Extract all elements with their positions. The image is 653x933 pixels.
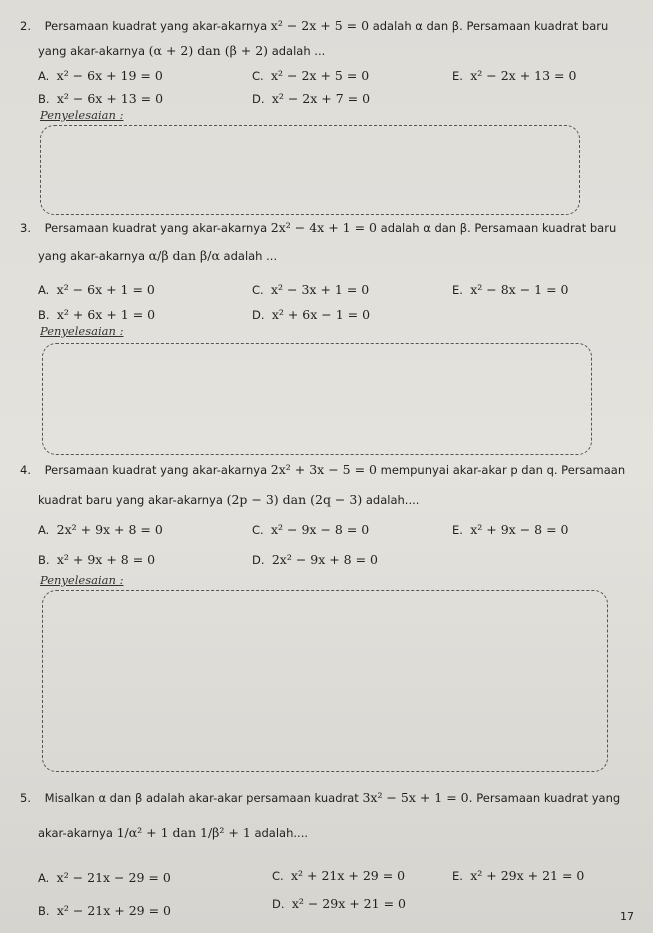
solution-label: Penyelesaian : xyxy=(40,573,124,587)
question-text: adalah ... xyxy=(271,44,326,58)
option-text: x² − 29x + 21 = 0 xyxy=(291,896,406,911)
question-text: adalah α dan β. Persamaan kuadrat baru xyxy=(380,221,617,235)
question-number: 3. xyxy=(20,221,31,235)
option-b[interactable]: B. x² + 9x + 8 = 0 xyxy=(38,552,156,567)
option-c[interactable]: C. x² − 2x + 5 = 0 xyxy=(252,68,370,83)
question-text: yang akar-akarnya xyxy=(38,44,146,58)
option-c[interactable]: C. x² − 3x + 1 = 0 xyxy=(252,282,370,297)
option-d[interactable]: D. x² + 6x − 1 = 0 xyxy=(252,307,371,322)
option-a[interactable]: A. 2x² + 9x + 8 = 0 xyxy=(38,522,163,537)
question-text: Persamaan kuadrat yang xyxy=(476,791,621,805)
question-text: adalah ... xyxy=(223,249,278,263)
option-c[interactable]: C. x² − 9x − 8 = 0 xyxy=(252,522,370,537)
option-d[interactable]: D. 2x² − 9x + 8 = 0 xyxy=(252,552,379,567)
equation: 3x² − 5x + 1 = 0. xyxy=(362,790,473,805)
solution-box[interactable] xyxy=(40,125,580,215)
option-text: x² − 9x − 8 = 0 xyxy=(271,522,370,537)
option-d[interactable]: D. x² − 2x + 7 = 0 xyxy=(252,91,371,106)
option-text: x² − 2x + 13 = 0 xyxy=(470,68,577,83)
option-b[interactable]: B. x² − 6x + 13 = 0 xyxy=(38,91,164,106)
question-text: adalah.... xyxy=(254,826,308,840)
option-e[interactable]: E. x² − 8x − 1 = 0 xyxy=(452,282,569,297)
question-text: Persamaan kuadrat yang akar-akarnya xyxy=(44,221,268,235)
option-text: x² − 21x + 29 = 0 xyxy=(56,903,171,918)
option-text: 2x² + 9x + 8 = 0 xyxy=(56,522,163,537)
option-text: x² + 6x − 1 = 0 xyxy=(271,307,371,322)
question-2-line-1 xyxy=(20,18,608,33)
option-text: x² + 9x + 8 = 0 xyxy=(56,552,156,567)
solution-box[interactable] xyxy=(42,343,592,455)
question-3-line-2 xyxy=(38,248,277,263)
option-b[interactable]: B. x² − 21x + 29 = 0 xyxy=(38,903,171,918)
option-b[interactable]: B. x² + 6x + 1 = 0 xyxy=(38,307,156,322)
option-text: x² − 6x + 1 = 0 xyxy=(56,282,155,297)
question-number: 2. xyxy=(20,19,31,33)
equation: x² − 2x + 5 = 0 xyxy=(270,18,370,33)
question-text: akar-akarnya xyxy=(38,826,113,840)
option-e[interactable]: E. x² − 2x + 13 = 0 xyxy=(452,68,577,83)
option-a[interactable]: A. x² − 6x + 19 = 0 xyxy=(38,68,163,83)
option-text: x² + 9x − 8 = 0 xyxy=(470,522,569,537)
option-text: x² − 2x + 5 = 0 xyxy=(271,68,370,83)
option-text: 2x² − 9x + 8 = 0 xyxy=(271,552,379,567)
question-number: 5. xyxy=(20,791,31,805)
question-text: yang akar-akarnya xyxy=(38,249,146,263)
option-text: x² − 8x − 1 = 0 xyxy=(470,282,569,297)
option-text: x² + 29x + 21 = 0 xyxy=(470,868,585,883)
option-a[interactable]: A. x² − 6x + 1 = 0 xyxy=(38,282,155,297)
question-5-line-2 xyxy=(38,825,308,840)
option-text: x² + 6x + 1 = 0 xyxy=(56,307,156,322)
option-text: x² − 3x + 1 = 0 xyxy=(271,282,370,297)
question-text: adalah α dan β. Persamaan kuadrat baru xyxy=(372,19,609,33)
question-text: kuadrat baru yang akar-akarnya xyxy=(38,493,223,507)
question-3-line-1 xyxy=(20,220,616,235)
option-d[interactable]: D. x² − 29x + 21 = 0 xyxy=(272,896,406,911)
question-5-line-1 xyxy=(20,790,620,805)
option-e[interactable]: E. x² + 9x − 8 = 0 xyxy=(452,522,569,537)
equation: (α + 2) dan (β + 2) xyxy=(148,43,269,58)
question-4-line-2 xyxy=(38,492,419,507)
option-text: x² − 21x − 29 = 0 xyxy=(56,870,171,885)
question-text: Persamaan kuadrat yang akar-akarnya xyxy=(44,463,268,477)
equation: α/β dan β/α xyxy=(148,248,220,263)
question-text: Misalkan α dan β adalah akar-akar persamaan kuadrat xyxy=(44,791,359,805)
question-text: adalah.... xyxy=(365,493,420,507)
equation: 1/α² + 1 dan 1/β² + 1 xyxy=(116,825,251,840)
equation: (2p − 3) dan (2q − 3) xyxy=(226,492,363,507)
option-text: x² − 6x + 13 = 0 xyxy=(56,91,164,106)
question-number: 4. xyxy=(20,463,31,477)
option-c[interactable]: C. x² + 21x + 29 = 0 xyxy=(272,868,406,883)
option-text: x² − 2x + 7 = 0 xyxy=(271,91,371,106)
solution-label: Penyelesaian : xyxy=(40,324,124,338)
option-e[interactable]: E. x² + 29x + 21 = 0 xyxy=(452,868,585,883)
option-text: x² − 6x + 19 = 0 xyxy=(56,68,163,83)
question-text: Persamaan kuadrat yang akar-akarnya xyxy=(44,19,268,33)
solution-label: Penyelesaian : xyxy=(40,108,124,122)
question-2-line-2 xyxy=(38,43,325,58)
equation: 2x² − 4x + 1 = 0 xyxy=(270,220,377,235)
solution-box[interactable] xyxy=(42,590,608,772)
option-a[interactable]: A. x² − 21x − 29 = 0 xyxy=(38,870,171,885)
question-4-line-1 xyxy=(20,462,625,477)
question-text: mempunyai akar-akar p dan q. Persamaan xyxy=(380,463,626,477)
option-text: x² + 21x + 29 = 0 xyxy=(291,868,406,883)
page-number: 17 xyxy=(620,910,634,923)
equation: 2x² + 3x − 5 = 0 xyxy=(270,462,377,477)
